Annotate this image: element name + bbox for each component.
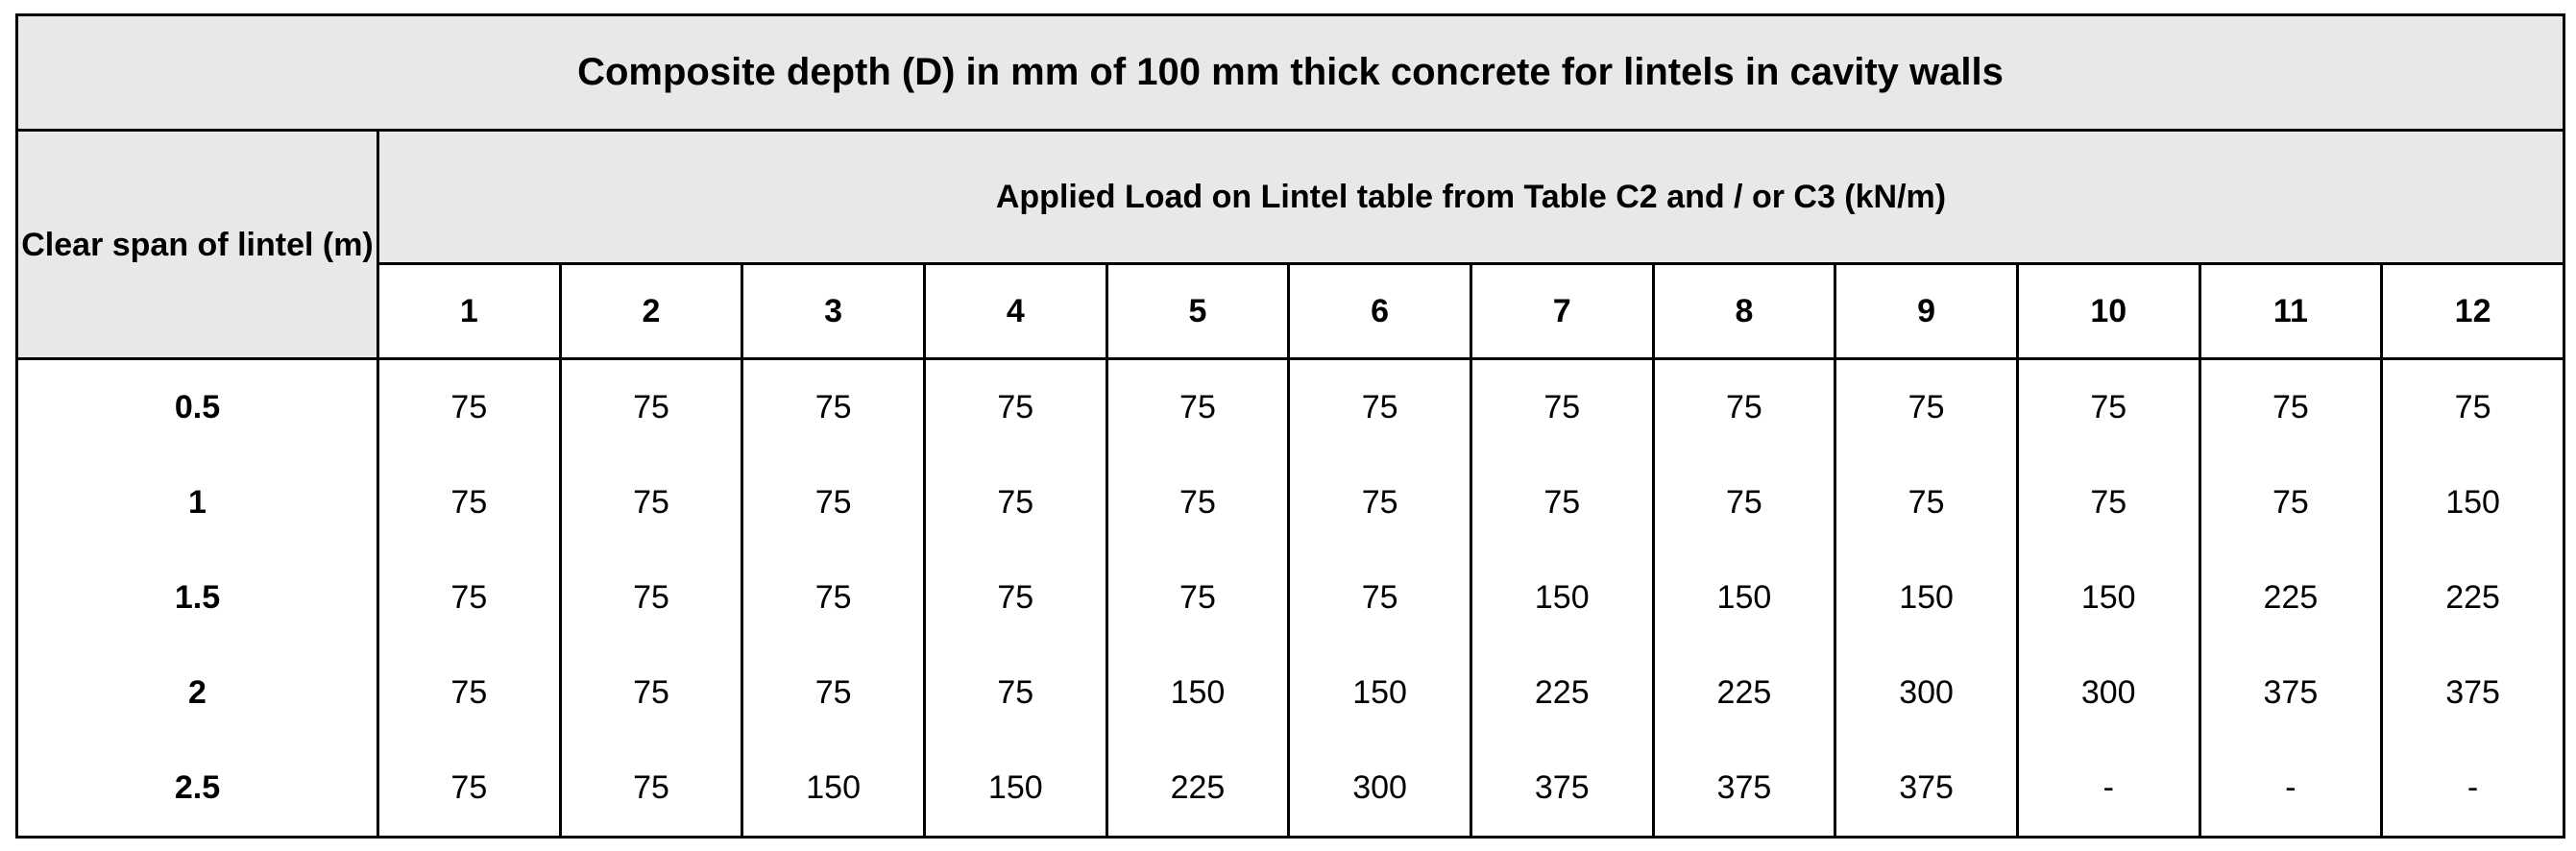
depth-cell: 375	[2382, 645, 2564, 741]
span-cell: 1	[17, 455, 378, 550]
depth-cell: 225	[1653, 645, 1835, 741]
depth-cell: 75	[1653, 359, 1835, 456]
depth-cell: 75	[742, 550, 925, 645]
table-row	[17, 550, 2564, 645]
depth-cell: 225	[1470, 645, 1653, 741]
depth-cell: 225	[2382, 550, 2564, 645]
depth-cell: 75	[378, 455, 561, 550]
depth-cell: 300	[1289, 741, 1471, 838]
depth-cell: 300	[1835, 645, 2018, 741]
depth-cell: 75	[2199, 455, 2382, 550]
span-cell: 2.5	[17, 741, 378, 838]
depth-cell: 75	[1653, 455, 1835, 550]
load-column-header: 1	[378, 264, 561, 359]
depth-cell: 75	[1835, 359, 2018, 456]
depth-cell: -	[2382, 741, 2564, 838]
load-column-header: 9	[1835, 264, 2018, 359]
load-values-header-row	[17, 264, 2564, 359]
depth-cell: -	[2199, 741, 2382, 838]
depth-cell: 150	[1470, 550, 1653, 645]
depth-cell: 150	[924, 741, 1106, 838]
depth-cell: 75	[1835, 455, 2018, 550]
load-column-header: 11	[2199, 264, 2382, 359]
depth-cell: 375	[1653, 741, 1835, 838]
depth-cell: 75	[378, 359, 561, 456]
load-column-header: 5	[1106, 264, 1289, 359]
load-column-header: 4	[924, 264, 1106, 359]
load-column-header: 6	[1289, 264, 1471, 359]
depth-cell: 75	[1106, 455, 1289, 550]
depth-cell: 75	[1289, 359, 1471, 456]
load-column-header: 10	[2017, 264, 2199, 359]
depth-cell: 75	[560, 550, 742, 645]
depth-cell: 75	[1289, 455, 1471, 550]
depth-cell: 75	[1289, 550, 1471, 645]
depth-cell: 75	[378, 550, 561, 645]
depth-cell: 150	[2017, 550, 2199, 645]
depth-cell: 75	[924, 359, 1106, 456]
depth-cell: 375	[1470, 741, 1653, 838]
depth-cell: 375	[1835, 741, 2018, 838]
depth-cell: 75	[560, 359, 742, 456]
table-body	[17, 359, 2564, 838]
applied-load-header: Applied Load on Lintel table from Table C2 and / or C3 (kN/m)	[378, 131, 2564, 264]
depth-cell: 75	[1106, 359, 1289, 456]
span-cell: 1.5	[17, 550, 378, 645]
depth-cell: 150	[742, 741, 925, 838]
depth-cell: 225	[1106, 741, 1289, 838]
table-row	[17, 741, 2564, 838]
depth-cell: 75	[560, 645, 742, 741]
table-row	[17, 359, 2564, 456]
depth-cell: 75	[2017, 359, 2199, 456]
depth-cell: 75	[1106, 550, 1289, 645]
lintel-depth-table	[15, 13, 2565, 839]
depth-cell: 75	[924, 645, 1106, 741]
span-cell: 0.5	[17, 359, 378, 456]
load-column-header: 3	[742, 264, 925, 359]
depth-cell: 75	[742, 645, 925, 741]
depth-cell: 225	[2199, 550, 2382, 645]
depth-cell: 75	[378, 741, 561, 838]
load-column-header: 8	[1653, 264, 1835, 359]
depth-cell: 150	[1835, 550, 2018, 645]
depth-cell: 150	[1653, 550, 1835, 645]
span-column-header: Clear span of lintel (m)	[17, 131, 378, 359]
depth-cell: 75	[560, 741, 742, 838]
depth-cell: 75	[378, 645, 561, 741]
depth-cell: -	[2017, 741, 2199, 838]
depth-cell: 150	[1106, 645, 1289, 741]
load-column-header: 12	[2382, 264, 2564, 359]
table-title: Composite depth (D) in mm of 100 mm thick concrete for lintels in cavity walls	[17, 15, 2564, 131]
depth-cell: 150	[2382, 455, 2564, 550]
depth-cell: 150	[1289, 645, 1471, 741]
depth-cell: 300	[2017, 645, 2199, 741]
span-cell: 2	[17, 645, 378, 741]
depth-cell: 75	[742, 359, 925, 456]
load-column-header: 2	[560, 264, 742, 359]
load-column-header: 7	[1470, 264, 1653, 359]
table-row	[17, 455, 2564, 550]
depth-cell: 75	[924, 455, 1106, 550]
depth-cell: 75	[742, 455, 925, 550]
depth-cell: 75	[1470, 359, 1653, 456]
depth-cell: 75	[2382, 359, 2564, 456]
depth-cell: 75	[924, 550, 1106, 645]
depth-cell: 375	[2199, 645, 2382, 741]
depth-cell: 75	[2199, 359, 2382, 456]
depth-cell: 75	[2017, 455, 2199, 550]
depth-cell: 75	[1470, 455, 1653, 550]
depth-cell: 75	[560, 455, 742, 550]
table-row	[17, 645, 2564, 741]
